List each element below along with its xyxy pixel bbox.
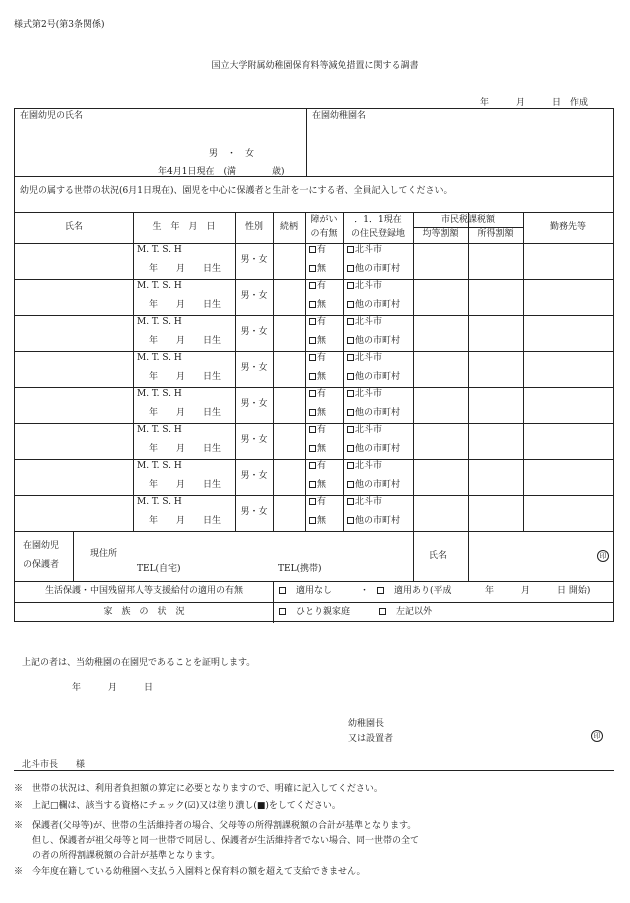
checkbox-icon <box>309 373 316 380</box>
disability-yes[interactable]: 有 <box>309 462 326 471</box>
checkbox-icon <box>309 318 316 325</box>
principal-seal: 印 <box>591 730 603 742</box>
checkbox-icon <box>377 587 384 594</box>
checkbox-icon <box>309 265 316 272</box>
welfare-separator: ・ <box>360 586 370 596</box>
col-residence-2: の住民登録地 <box>350 229 405 239</box>
single-parent-option[interactable]: ひとり親家庭 <box>279 608 350 617</box>
address-label: 現住所 <box>90 549 118 559</box>
disability-yes[interactable]: 有 <box>309 498 326 507</box>
checkbox-icon <box>309 354 316 361</box>
guardian-label-2: の保護者 <box>23 560 60 570</box>
col-name: 氏名 <box>64 222 83 232</box>
residence-hokuto[interactable]: 北斗市 <box>347 498 382 507</box>
principal-label-1: 幼稚園長 <box>348 719 385 729</box>
col-tax-equal: 均等割額 <box>422 229 459 239</box>
gender-options[interactable]: 男・女 <box>240 507 268 517</box>
checkbox-icon <box>309 301 316 308</box>
checkbox-icon <box>347 445 354 452</box>
birth-date: 年 月 日生 <box>149 516 222 526</box>
checkbox-icon <box>309 426 316 433</box>
era-options[interactable]: M. T. S. H <box>137 281 182 291</box>
residence-other[interactable]: 他の市町村 <box>347 301 400 310</box>
guardian-name-label: 氏名 <box>429 551 448 561</box>
residence-other[interactable]: 他の市町村 <box>347 409 400 418</box>
birth-date: 年 月 日生 <box>149 372 222 382</box>
welfare-none-option[interactable]: 適用なし <box>279 587 332 596</box>
disability-no[interactable]: 無 <box>309 445 326 454</box>
checkbox-icon <box>347 462 354 469</box>
era-options[interactable]: M. T. S. H <box>137 317 182 327</box>
child-gender[interactable]: 男 ・ 女 <box>209 149 255 159</box>
disability-yes[interactable]: 有 <box>309 282 326 291</box>
checkbox-icon <box>347 282 354 289</box>
disability-yes[interactable]: 有 <box>309 390 326 399</box>
note-2: ※ 上記□欄は、該当する資格にチェック(☑)又は塗り潰し(■)をしてください。 <box>14 801 341 811</box>
survey-form <box>14 108 614 622</box>
gender-options[interactable]: 男・女 <box>240 363 268 373</box>
checkbox-icon <box>347 354 354 361</box>
welfare-start-date: 年 月 日 開始) <box>485 586 591 596</box>
checkbox-icon <box>309 246 316 253</box>
gender-options[interactable]: 男・女 <box>240 291 268 301</box>
gender-options[interactable]: 男・女 <box>240 471 268 481</box>
birth-date: 年 月 日生 <box>149 480 222 490</box>
disability-no[interactable]: 無 <box>309 409 326 418</box>
era-options[interactable]: M. T. S. H <box>137 245 182 255</box>
disability-no[interactable]: 無 <box>309 265 326 274</box>
col-relation: 続柄 <box>279 222 298 232</box>
era-options[interactable]: M. T. S. H <box>137 425 182 435</box>
disability-no[interactable]: 無 <box>309 517 326 526</box>
col-gender: 性別 <box>244 222 263 232</box>
residence-hokuto[interactable]: 北斗市 <box>347 246 382 255</box>
disability-no[interactable]: 無 <box>309 481 326 490</box>
checkbox-icon <box>347 246 354 253</box>
disability-yes[interactable]: 有 <box>309 426 326 435</box>
residence-other[interactable]: 他の市町村 <box>347 517 400 526</box>
residence-other[interactable]: 他の市町村 <box>347 445 400 454</box>
col-tax-group: 市民税課税額 <box>440 215 495 225</box>
note-3: ※ 保護者(父母等)が、世帯の生活維持者の場合、父母等の所得割課税額の合計が基準となります。 <box>14 821 417 831</box>
residence-other[interactable]: 他の市町村 <box>347 337 400 346</box>
checkbox-icon <box>347 481 354 488</box>
welfare-label: 生活保護・中国残留邦人等支援給付の適用の有無 <box>44 586 243 596</box>
col-residence-1: ．1．1現在 <box>354 215 402 225</box>
checkbox-icon <box>309 481 316 488</box>
gender-options[interactable]: 男・女 <box>240 435 268 445</box>
era-options[interactable]: M. T. S. H <box>137 389 182 399</box>
checkbox-icon <box>309 445 316 452</box>
gender-options[interactable]: 男・女 <box>240 399 268 409</box>
checkbox-icon <box>309 390 316 397</box>
certification-statement: 上記の者は、当幼稚園の在園児であることを証明します。 <box>22 658 256 668</box>
birth-date: 年 月 日生 <box>149 300 222 310</box>
col-tax-income: 所得割額 <box>477 229 514 239</box>
certification-date: 年 月 日 <box>72 683 154 693</box>
note-3-cont-1: 但し、保護者が祖父母等と同一世帯で同居し、保護者が生活維持者でない場合、同一世帯の全て <box>14 836 420 846</box>
birth-date: 年 月 日生 <box>149 408 222 418</box>
residence-hokuto[interactable]: 北斗市 <box>347 426 382 435</box>
tel-home: TEL(自宅) <box>137 564 181 574</box>
residence-hokuto[interactable]: 北斗市 <box>347 390 382 399</box>
welfare-applied-option[interactable]: 適用あり(平成 <box>377 587 452 596</box>
checkbox-icon <box>347 337 354 344</box>
household-instruction: 幼児の属する世帯の状況(6月1日現在)、園児を中心に保護者と生計を一にする者、全員記入してください。 <box>20 186 453 196</box>
checkbox-icon <box>347 265 354 272</box>
checkbox-icon <box>347 301 354 308</box>
birth-date: 年 月 日生 <box>149 264 222 274</box>
checkbox-icon <box>309 337 316 344</box>
checkbox-icon <box>279 587 286 594</box>
checkbox-icon <box>347 318 354 325</box>
document-title: 国立大学附属幼稚園保育料等減免措置に関する調書 <box>211 61 419 71</box>
note-4: ※ 今年度在籍している幼稚園へ支払う入園料と保育料の額を超えて支給できません。 <box>14 867 366 877</box>
form-number: 様式第2号(第3条関係) <box>14 20 105 30</box>
residence-hokuto[interactable]: 北斗市 <box>347 318 382 327</box>
disability-no[interactable]: 無 <box>309 337 326 346</box>
addressee: 北斗市長 様 <box>22 760 86 770</box>
checkbox-icon <box>347 409 354 416</box>
principal-label-2: 又は設置者 <box>348 734 394 744</box>
disability-yes[interactable]: 有 <box>309 354 326 363</box>
disability-no[interactable]: 無 <box>309 301 326 310</box>
gender-options[interactable]: 男・女 <box>240 327 268 337</box>
disability-no[interactable]: 無 <box>309 373 326 382</box>
child-name-label: 在園幼児の氏名 <box>20 111 84 121</box>
era-options[interactable]: M. T. S. H <box>137 461 182 471</box>
checkbox-icon <box>347 426 354 433</box>
checkbox-icon <box>309 282 316 289</box>
checkbox-icon <box>347 498 354 505</box>
note-1: ※ 世帯の状況は、利用者負担額の算定に必要となりますので、明確に記入してください。 <box>14 784 383 794</box>
note-3-cont-2: の者の所得割課税額の合計が基準となります。 <box>14 851 221 861</box>
checkbox-icon <box>347 517 354 524</box>
residence-hokuto[interactable]: 北斗市 <box>347 354 382 363</box>
col-disability-2: の有無 <box>310 229 338 239</box>
col-disability-1: 障がい <box>310 215 338 225</box>
gender-options[interactable]: 男・女 <box>240 255 268 265</box>
checkbox-icon <box>309 462 316 469</box>
child-age-line: 年4月1日現在 (満 歳) <box>158 167 285 177</box>
guardian-label-1: 在園幼児 <box>23 541 60 551</box>
residence-other[interactable]: 他の市町村 <box>347 373 400 382</box>
residence-hokuto[interactable]: 北斗市 <box>347 462 382 471</box>
residence-other[interactable]: 他の市町村 <box>347 265 400 274</box>
other-family-option[interactable]: 左記以外 <box>379 608 432 617</box>
checkbox-icon <box>347 373 354 380</box>
kindergarten-name-label: 在園幼稚園名 <box>312 111 367 121</box>
checkbox-icon <box>347 390 354 397</box>
family-label: 家 族 の 状 況 <box>103 607 185 617</box>
disability-yes[interactable]: 有 <box>309 318 326 327</box>
col-workplace: 勤務先等 <box>549 222 586 232</box>
checkbox-icon <box>309 409 316 416</box>
disability-yes[interactable]: 有 <box>309 246 326 255</box>
birth-date: 年 月 日生 <box>149 336 222 346</box>
checkbox-icon <box>279 608 286 615</box>
tel-mobile: TEL(携帯) <box>278 564 322 574</box>
residence-hokuto[interactable]: 北斗市 <box>347 282 382 291</box>
col-dob: 生 年 月 日 <box>152 222 216 232</box>
era-options[interactable]: M. T. S. H <box>137 497 182 507</box>
residence-other[interactable]: 他の市町村 <box>347 481 400 490</box>
checkbox-icon <box>379 608 386 615</box>
checkbox-icon <box>309 517 316 524</box>
era-options[interactable]: M. T. S. H <box>137 353 182 363</box>
checkbox-icon <box>309 498 316 505</box>
birth-date: 年 月 日生 <box>149 444 222 454</box>
creation-date: 年 月 日 作成 <box>480 98 589 108</box>
guardian-seal: 印 <box>597 550 609 562</box>
